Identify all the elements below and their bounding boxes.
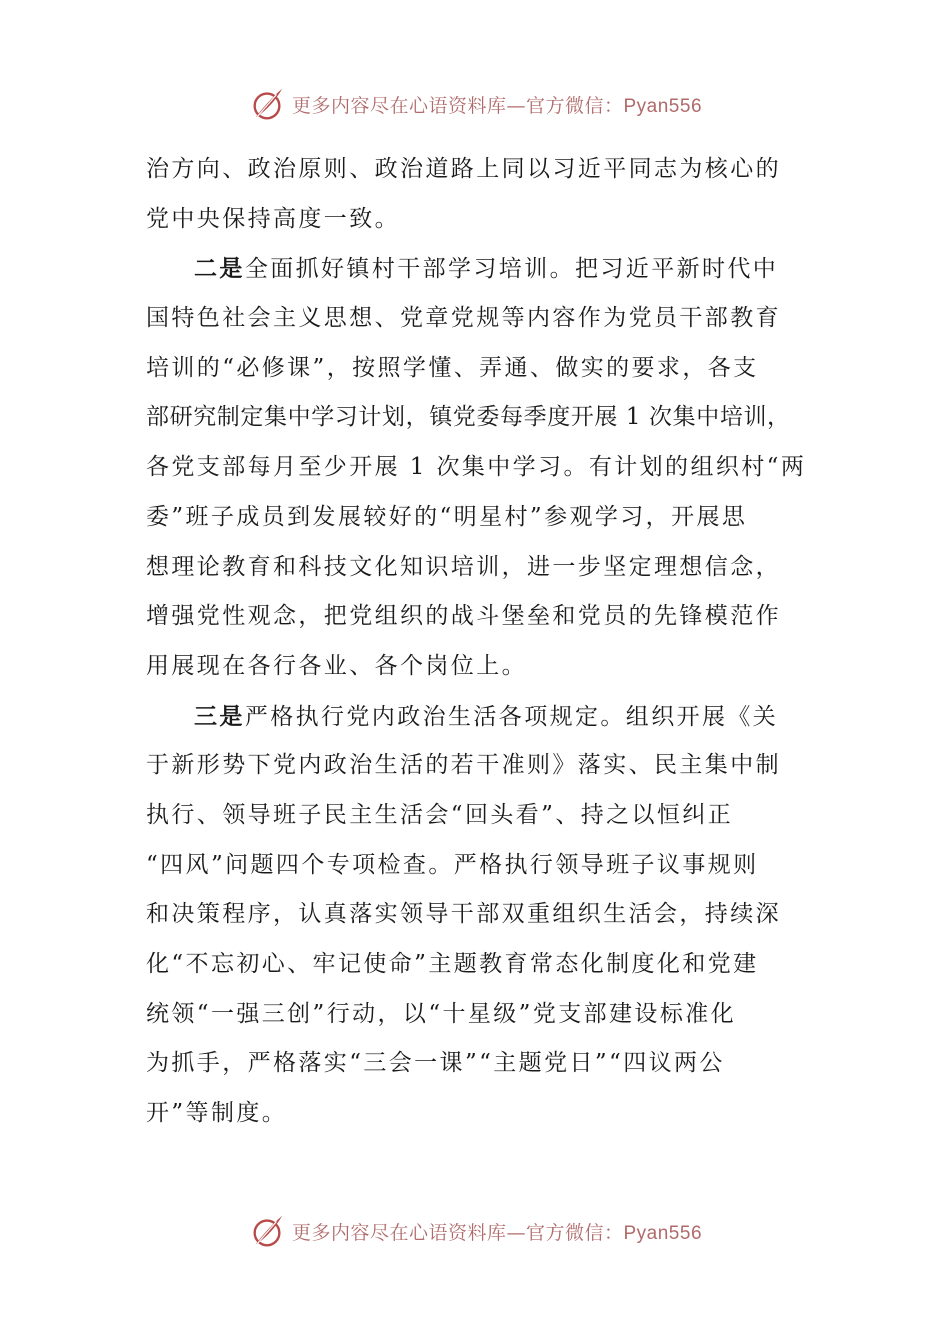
text-line: 开”等制度。 — [146, 1100, 288, 1127]
text-line: 和决策程序，认真落实领导干部双重组织生活会，持续深 — [146, 901, 781, 928]
wechat-id: Pyan556 — [623, 95, 703, 117]
banner-text — [292, 1218, 702, 1245]
banner-text — [292, 91, 702, 118]
text-line: 于新形势下党内政治生活的若干准则》落实、民主集中制 — [146, 752, 781, 779]
text-line: 化“不忘初心、牢记使命”主题教育常态化制度化和党建 — [146, 951, 759, 977]
banner-label: 更多内容尽在心语资料库—官方微信： — [291, 1221, 624, 1244]
paragraph-first-line — [146, 244, 826, 294]
text-line: 各党支部每月至少开展 1 次集中学习。有计划的组织村“两 — [146, 454, 807, 481]
document-body — [146, 145, 826, 1139]
text-line: 执行、领导班子民主生活会“回头看”、持之以恒纠正 — [146, 801, 734, 828]
text-line: 想理论教育和科技文化知识培训，进一步坚定理想信念， — [146, 553, 781, 580]
text-line: 增强党性观念，把党组织的战斗堡垒和党员的先锋模范作 — [146, 603, 781, 630]
quill-logo-icon — [248, 85, 286, 123]
text-run: 全面抓好镇村干部学习培训。把习近平新时代中 — [244, 256, 779, 283]
paragraph-lead: 二是 — [194, 255, 245, 283]
banner-label: 更多内容尽在心语资料库—官方微信： — [291, 94, 624, 117]
paragraph-lead: 三是 — [194, 702, 245, 730]
text-line: 统领“一强三创”行动，以“十星级”党支部建设标准化 — [146, 1000, 737, 1027]
text-line: 为抓手，严格落实“三会一课”“主题党日”“四议两公 — [146, 1050, 725, 1077]
paragraph-first-line — [146, 692, 826, 742]
quill-logo-icon — [248, 1212, 286, 1250]
text-line: “四风”问题四个专项检查。严格执行领导班子议事规则 — [146, 851, 759, 878]
text-line: 部研究制定集中学习计划，镇党委每季度开展 1 次集中培训， — [146, 404, 791, 431]
header-banner — [0, 84, 950, 124]
text-line: 党中央保持高度一致。 — [146, 205, 400, 232]
text-run: 严格执行党内政治生活各项规定。组织开展《关 — [244, 703, 779, 730]
text-line: 治方向、政治原则、政治道路上同以习近平同志为核心的 — [146, 156, 781, 182]
text-line: 培训的“必修课”，按照学懂、弄通、做实的要求，各支 — [146, 354, 759, 381]
text-line: 用展现在各行各业、各个岗位上。 — [146, 652, 527, 679]
text-line: 国特色社会主义思想、党章党规等内容作为党员干部教育 — [146, 305, 781, 332]
wechat-id: Pyan556 — [623, 1222, 703, 1244]
footer-banner — [0, 1211, 950, 1251]
text-line: 委”班子成员到发展较好的“明星村”参观学习，开展思 — [146, 503, 748, 530]
